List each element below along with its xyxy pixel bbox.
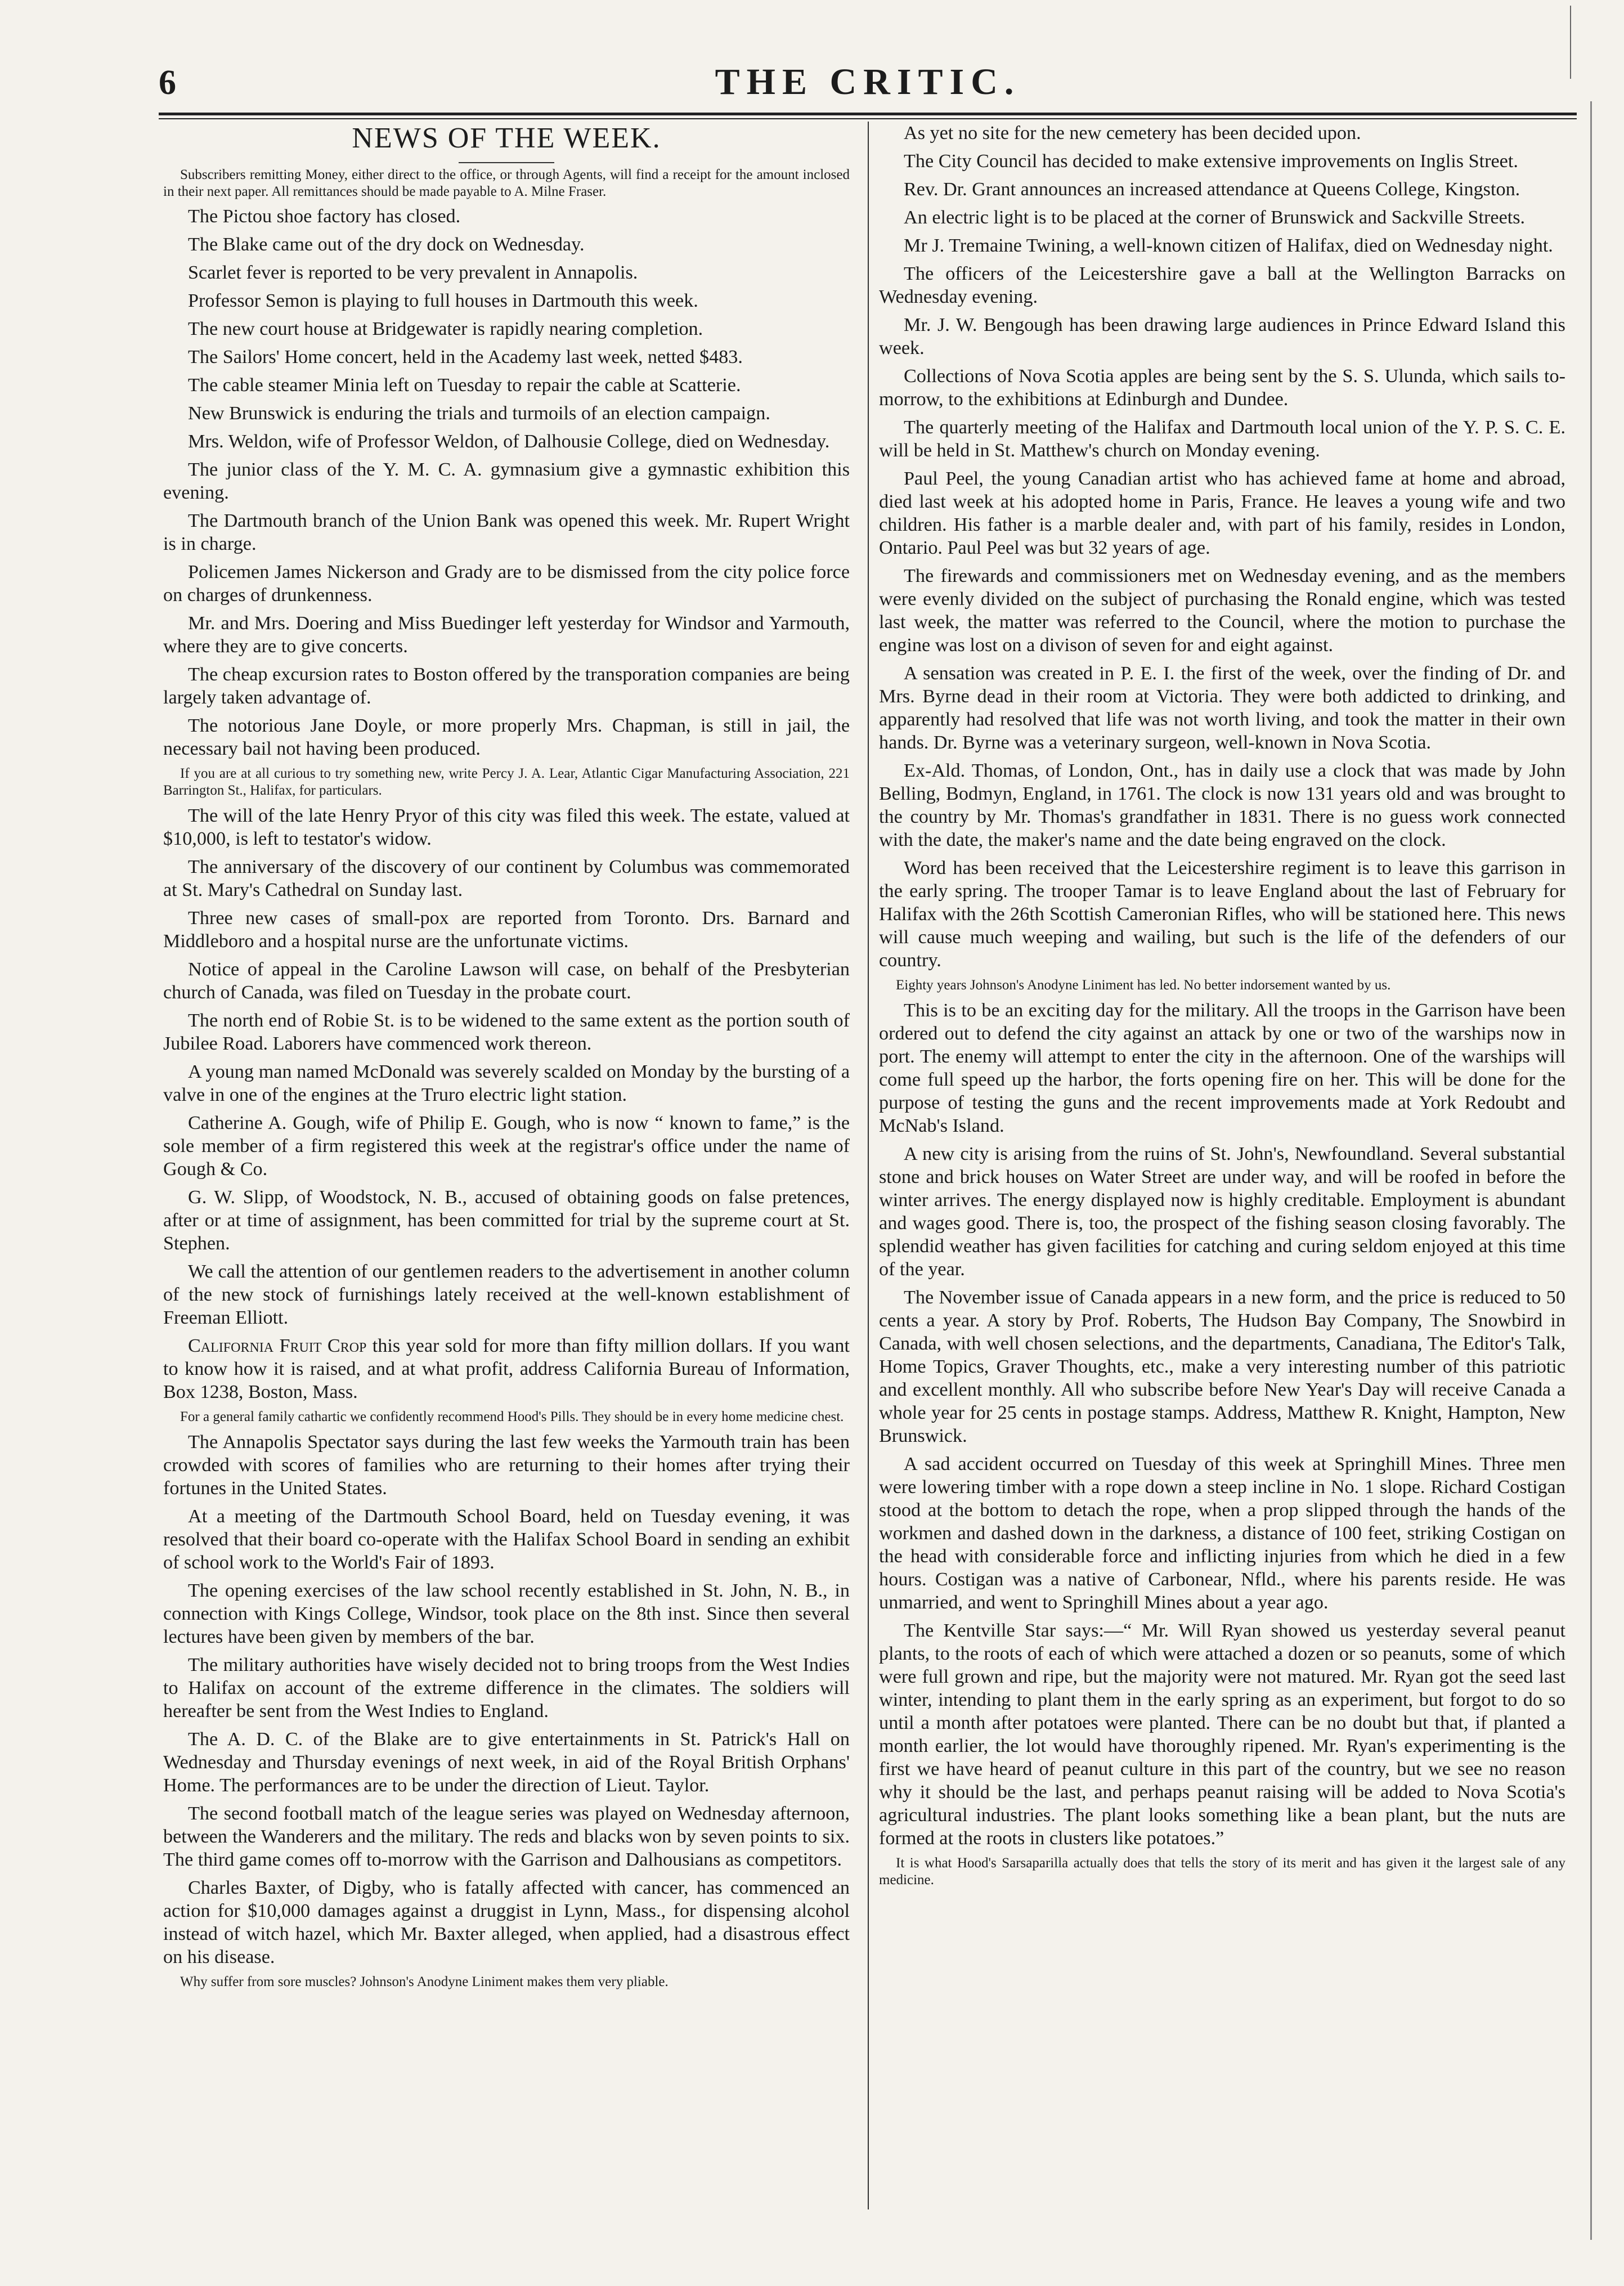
news-item: Notice of appeal in the Caroline Lawson will case, on behalf of the Presbyterian church of Canada, was filed on Tuesday in the probate court. bbox=[163, 959, 850, 1003]
news-item: Three new cases of small-pox are reported from Toronto. Drs. Barnard and Middleboro and a hospital nurse are the unfortunate victims. bbox=[163, 908, 850, 952]
news-item: As yet no site for the new cemetery has been decided upon. bbox=[904, 123, 1361, 144]
news-item: Mr. J. W. Bengough has been drawing large audiences in Prince Edward Island this week. bbox=[879, 315, 1565, 358]
news-item: G. W. Slipp, of Woodstock, N. B., accused of obtaining goods on false pretences, after or at time of assignment, has been committed for trial by the supreme court at St. Stephen. bbox=[163, 1187, 850, 1254]
news-item: The City Council has decided to make extensive improvements on Inglis Street. bbox=[904, 151, 1518, 172]
left-column bbox=[163, 122, 850, 1996]
news-item: Scarlet fever is reported to be very prevalent in Annapolis. bbox=[188, 262, 638, 283]
news-item: An electric light is to be placed at the corner of Brunswick and Sackville Streets. bbox=[904, 207, 1526, 228]
news-item: Mr J. Tremaine Twining, a well-known citizen of Halifax, died on Wednesday night. bbox=[904, 235, 1553, 256]
news-item: The new court house at Bridgewater is rapidly nearing completion. bbox=[188, 319, 703, 339]
news-item: The junior class of the Y. M. C. A. gymnasium give a gymnastic exhibition this evening. bbox=[163, 459, 850, 503]
section-title: NEWS OF THE WEEK. bbox=[352, 122, 661, 154]
news-item: Charles Baxter, of Digby, who is fatally affected with cancer, has commenced an action for $10,000 damages against a druggist in Lynn, Mass., for dispensing alcohol instead of witch hazel, which Mr. Baxter alleged, when applied, had a disastrous effect on his disease. bbox=[163, 1877, 850, 1967]
news-item: We call the attention of our gentlemen readers to the advertisement in another column of the new stock of furnishings lately received at the well-known establishment of Freeman Elliott. bbox=[163, 1261, 850, 1328]
california-label: California Fruit Crop bbox=[188, 1335, 367, 1356]
news-item: The second football match of the league series was played on Wednesday afternoon, between the Wanderers and the military. The reds and blacks won by seven points to six. The third game comes off to-morrow with the Garrison and Dalhousians as competitors. bbox=[163, 1803, 850, 1870]
news-item: The officers of the Leicestershire gave a ball at the Wellington Barracks on Wednesday evening. bbox=[879, 263, 1565, 307]
news-item: The A. D. C. of the Blake are to give entertainments in St. Patrick's Hall on Wednesday and Thursday evenings of next week, in aid of the Royal British Orphans' Home. The performances are to be under the direction of Lieut. Taylor. bbox=[163, 1729, 850, 1796]
news-item: Word has been received that the Leicestershire regiment is to leave this garrison in the early spring. The trooper Tamar is to leave England about the last of February for Halifax with the 26th Scottish Cameronian Rifles, who will be stationed here. This news will cause much weeping and wailing, but such is the life of the defenders of our country. bbox=[879, 858, 1565, 971]
news-item: The Dartmouth branch of the Union Bank was opened this week. Mr. Rupert Wright is in charge. bbox=[163, 510, 850, 554]
news-item: A new city is arising from the ruins of St. John's, Newfoundland. Several substantial stone and brick houses on Water Street are under way, and will be roofed in before the winter arrives. The energy displayed now is highly creditable. Employment is abundant and wages good. There is, too, the prospect of the fishing season closing favorably. The splendid weather has given facilities for catching and curing seldom enjoyed at this time of the year. bbox=[879, 1144, 1565, 1280]
subscriber-notice: Subscribers remitting Money, either direct to the office, or through Agents, will find a receipt for the amount inclosed in their next paper. All remittances should be made payable to A. Milne Fraser. bbox=[163, 167, 850, 199]
advertisement: For a general family cathartic we confidently recommend Hood's Pills. They should be in every home medicine chest. bbox=[180, 1409, 844, 1424]
news-item: A sad accident occurred on Tuesday of this week at Springhill Mines. Three men were lowering timber with a rope down a steep incline in No. 1 slope. Richard Costigan stood at the bottom to detach the rope, when a prop slipped through the hands of the workmen and dashed down in the darkness, a distance of 100 feet, striking Costigan on the head with considerable force and inflicting injuries from which he died in a few hours. Costigan was a native of Carbonear, Nfld., where his parents reside. He was unmarried, and went to Springhill Mines about a year ago. bbox=[879, 1454, 1565, 1613]
scan-edge-mark bbox=[1570, 6, 1571, 79]
news-item: The Kentville Star says:—“ Mr. Will Ryan showed us yesterday several peanut plants, to the roots of each of which were attached a dozen or so peanuts, some of which were full grown and ripe, but the majority were not matured. Mr. Ryan got the seed last winter, intending to plant them in the early spring as an experiment, but forgot to do so until a month after potatoes were planted. There can be no doubt but that, if planted a month earlier, the lot would have thoroughly ripened. Mr. Ryan's experimenting is the first we have heard of peanut culture in this part of the country, but we see no reason why it should be the last, and perhaps peanut raising will be added to Nova Scotia's agricultural industries. The plant looks something like a bean plant, but the nuts are formed at the roots in clusters like potatoes.” bbox=[879, 1620, 1565, 1849]
news-item: New Brunswick is enduring the trials and turmoils of an election campaign. bbox=[188, 403, 770, 424]
news-item: The November issue of Canada appears in a new form, and the price is reduced to 50 cents a year. A story by Prof. Roberts, The Hudson Bay Company, The Snowbird in Canada, with well chosen selections, and the departments, Canadiana, The Editor's Talk, Home Topics, Graver Thoughts, etc., make a very interesting number of this patriotic and excellent monthly. All who subscribe before New Year's Day will receive Canada a whole year for 25 cents in postage stamps. Address, Matthew R. Knight, Hampton, New Brunswick. bbox=[879, 1287, 1565, 1446]
advertisement: Eighty years Johnson's Anodyne Liniment has led. No better indorsement wanted by us. bbox=[896, 978, 1391, 993]
news-item: The Pictou shoe factory has closed. bbox=[188, 206, 461, 227]
advertisement: Why suffer from sore muscles? Johnson's Anodyne Liniment makes them very pliable. bbox=[180, 1974, 669, 1989]
header-rule-thin bbox=[159, 118, 1577, 119]
right-column bbox=[879, 122, 1565, 1894]
title-rule bbox=[459, 162, 554, 163]
news-item: The anniversary of the discovery of our continent by Columbus was commemorated at St. Mary's Cathedral on Sunday last. bbox=[163, 857, 850, 900]
news-item: The military authorities have wisely decided not to bring troops from the West Indies to Halifax on account of the extreme difference in the climates. The soldiers will hereafter be sent from the West Indies to England. bbox=[163, 1655, 850, 1722]
news-item: Policemen James Nickerson and Grady are to be dismissed from the city police force on charges of drunkenness. bbox=[163, 562, 850, 606]
news-item: The cable steamer Minia left on Tuesday to repair the cable at Scatterie. bbox=[188, 375, 741, 396]
news-item: The will of the late Henry Pryor of this city was filed this week. The estate, valued at $10,000, is left to testator's widow. bbox=[163, 805, 850, 849]
news-item: The opening exercises of the law school recently established in St. John, N. B., in connection with Kings College, Windsor, took place on the 8th inst. Since then several lectures have been given by members of the bar. bbox=[163, 1580, 850, 1647]
news-item: The quarterly meeting of the Halifax and Dartmouth local union of the Y. P. S. C. E. will be held in St. Matthew's church on Monday evening. bbox=[879, 417, 1565, 461]
scan-edge-right bbox=[1590, 101, 1592, 2240]
news-item: Rev. Dr. Grant announces an increased attendance at Queens College, Kingston. bbox=[904, 179, 1520, 200]
news-item: Mrs. Weldon, wife of Professor Weldon, of Dalhousie College, died on Wednesday. bbox=[188, 431, 830, 452]
news-item: Ex-Ald. Thomas, of London, Ont., has in daily use a clock that was made by John Belling, Bodmyn, England, in 1761. The clock is now 131 years old and was brought to the country by Mr. Thomas's grandfather in 1831. There is no guess work connected with the date, the maker's name and the date being engraved on the clock. bbox=[879, 760, 1565, 850]
news-item: Professor Semon is playing to full houses in Dartmouth this week. bbox=[188, 290, 698, 311]
news-item: The cheap excursion rates to Boston offered by the transporation companies are being largely taken advantage of. bbox=[163, 664, 850, 708]
news-item: A sensation was created in P. E. I. the first of the week, over the finding of Dr. and Mrs. Byrne dead in their room at Victoria. They were both addicted to drinking, and apparently had resolved that life was not worth living, and took the matter in their own hands. Dr. Byrne was a veterinary surgeon, well-known in Nova Scotia. bbox=[879, 663, 1565, 753]
header-rule bbox=[159, 113, 1577, 115]
news-item: This is to be an exciting day for the military. All the troops in the Garrison have been ordered out to defend the city against an attack by one or two of the warships now in port. The enemy will attempt to enter the city in the afternoon. One of the warships will come full speed up the harbor, the forts opening fire on her. This will be done for the purpose of testing the guns and the recent improvements made at York Redoubt and McNab's Island. bbox=[879, 1000, 1565, 1136]
news-item: At a meeting of the Dartmouth School Board, held on Tuesday evening, it was resolved that their board co-operate with the Halifax School Board in sending an exhibit of school work to the World's Fair of 1893. bbox=[163, 1506, 850, 1573]
page-number: 6 bbox=[159, 64, 176, 102]
news-item: The firewards and commissioners met on Wednesday evening, and as the members were evenly divided on the subject of purchasing the Ronald engine, which was tested last week, the matter was referred to the Council, where the motion to purchase the engine was lost on a divison of seven for and eight against. bbox=[879, 566, 1565, 656]
news-item: Mr. and Mrs. Doering and Miss Buedinger left yesterday for Windsor and Yarmouth, where they are to give concerts. bbox=[163, 613, 850, 657]
news-item: The Sailors' Home concert, held in the Academy last week, netted $483. bbox=[188, 347, 743, 367]
page-header bbox=[159, 61, 1577, 111]
news-item: Paul Peel, the young Canadian artist who has achieved fame at home and abroad, died last week at his adopted home in Paris, France. He leaves a young wife and two children. His father is a marble dealer and, with part of his family, resides in London, Ontario. Paul Peel was but 32 years of age. bbox=[879, 468, 1565, 558]
news-item: The notorious Jane Doyle, or more properly Mrs. Chapman, is still in jail, the necessary bail not having been produced. bbox=[163, 715, 850, 759]
advertisement: It is what Hood's Sarsaparilla actually does that tells the story of its merit and has given it the largest sale of any medicine. bbox=[879, 1855, 1565, 1888]
news-item: Catherine A. Gough, wife of Philip E. Gough, who is now “ known to fame,” is the sole member of a firm registered this week at the registrar's office under the name of Gough & Co. bbox=[163, 1113, 850, 1180]
california-item bbox=[163, 1334, 850, 1404]
california-text: this year sold for more than fifty million dollars. If you want to know how it is raised, and at what profit, address California Bureau of Information, Box 1238, Boston, Mass. bbox=[163, 1335, 850, 1402]
column-divider bbox=[868, 122, 869, 2209]
news-item: The Annapolis Spectator says during the last few weeks the Yarmouth train has been crowded with scores of families who are returning to their homes after trying their fortunes in the United States. bbox=[163, 1432, 850, 1499]
news-item: The north end of Robie St. is to be widened to the same extent as the portion south of Jubilee Road. Laborers have commenced work thereon. bbox=[163, 1010, 850, 1054]
news-item: A young man named McDonald was severely scalded on Monday by the bursting of a valve in one of the engines at the Truro electric light station. bbox=[163, 1061, 850, 1105]
advertisement: If you are at all curious to try something new, write Percy J. A. Lear, Atlantic Cigar Manufacturing Association, 221 Barrington St., Halifax, for particulars. bbox=[163, 766, 850, 798]
masthead-title: THE CRITIC. bbox=[715, 61, 1021, 102]
news-item: Collections of Nova Scotia apples are being sent by the S. S. Ulunda, which sails to-morrow, to the exhibitions at Edinburgh and Dundee. bbox=[879, 366, 1565, 410]
news-item: The Blake came out of the dry dock on Wednesday. bbox=[188, 234, 585, 255]
